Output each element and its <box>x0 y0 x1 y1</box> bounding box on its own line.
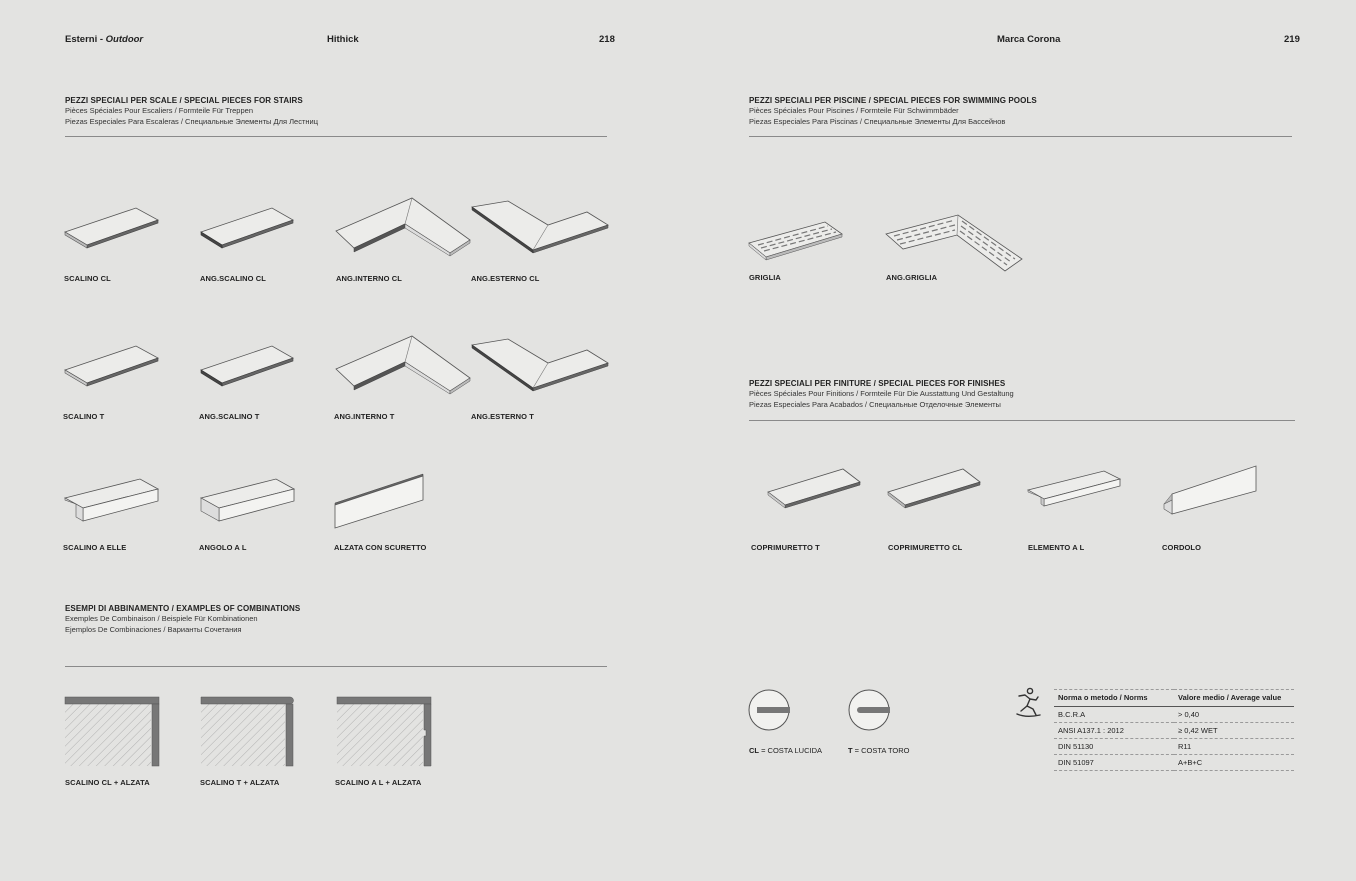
right-header-brand: Marca Corona <box>997 34 1061 45</box>
piece-label-elemento-a-l: ELEMENTO A L <box>1028 543 1085 552</box>
scalino-cl-drawing <box>64 205 160 250</box>
piece-label-ang-scalino-t: ANG.SCALINO T <box>199 412 260 421</box>
combinations-subtitle-1: Exemples De Combinaison / Beispiele Für Kombinationen <box>65 614 258 623</box>
ang-esterno-t-drawing <box>471 336 611 396</box>
ang-scalino-cl-drawing <box>200 205 296 250</box>
pools-subtitle-2: Piezas Especiales Para Piscinas / Специальные Элементы Для Бассейнов <box>749 117 1006 126</box>
piece-label-angolo-a-l: ANGOLO A L <box>199 543 247 552</box>
finishes-section-header <box>749 379 1014 410</box>
scalino-t-alzata-drawing <box>200 696 297 768</box>
left-header-collection: Hithick <box>327 34 359 45</box>
stairs-section-header <box>65 96 318 127</box>
piece-label-scalino-a-l-alzata: SCALINO A L + ALZATA <box>335 778 422 787</box>
scalino-cl-alzata-drawing <box>64 696 161 768</box>
piece-label-alzata-con-scuretto: ALZATA CON SCURETTO <box>334 543 427 552</box>
pools-divider <box>749 136 1292 137</box>
combinations-title: ESEMPI DI ABBINAMENTO / EXAMPLES OF COMBINATIONS <box>65 604 301 613</box>
scalino-a-elle-drawing <box>64 477 160 525</box>
cordolo-drawing <box>1162 464 1260 516</box>
coprimuretto-cl-drawing <box>887 467 983 513</box>
costa-toro-edge-icon <box>848 689 892 733</box>
table-row <box>1054 723 1294 739</box>
combinations-subtitle-2: Ejemplos De Combinaciones / Варианты Сочетания <box>65 625 242 634</box>
stairs-subtitle-1: Pièces Spéciales Pour Escaliers / Formteile Für Treppen <box>65 106 253 115</box>
table-row <box>1054 707 1294 723</box>
slip-resistance-table <box>1054 689 1294 771</box>
legend-costa-lucida: CL = COSTA LUCIDA <box>749 746 823 755</box>
elemento-a-l-drawing <box>1027 469 1123 511</box>
piece-label-scalino-t-alzata: SCALINO T + ALZATA <box>200 778 280 787</box>
ang-esterno-cl-drawing <box>471 198 611 258</box>
piece-label-coprimuretto-cl: COPRIMURETTO CL <box>888 543 963 552</box>
stairs-subtitle-2: Piezas Especiales Para Escaleras / Специальные Элементы Для Лестниц <box>65 117 319 126</box>
piece-label-ang-scalino-cl: ANG.SCALINO CL <box>200 274 266 283</box>
table-row <box>1054 755 1294 771</box>
piece-label-ang-interno-t: ANG.INTERNO T <box>334 412 395 421</box>
table-cell-value: R11 <box>1174 739 1294 755</box>
scalino-t-drawing <box>64 343 160 388</box>
table-cell-value: A+B+C <box>1174 755 1294 771</box>
piece-label-scalino-t: SCALINO T <box>63 412 105 421</box>
piece-label-scalino-a-elle: SCALINO A ELLE <box>63 543 127 552</box>
coprimuretto-t-drawing <box>767 467 863 513</box>
combinations-section-header <box>65 604 300 635</box>
header-brand-italic: Outdoor <box>105 34 144 45</box>
table-cell-value: > 0,40 <box>1174 707 1294 723</box>
table-cell-value: ≥ 0,42 WET <box>1174 723 1294 739</box>
combinations-divider <box>65 666 607 667</box>
table-cell-norm: DIN 51097 <box>1054 755 1174 771</box>
piece-label-cordolo: CORDOLO <box>1162 543 1202 552</box>
ang-scalino-t-drawing <box>200 343 296 388</box>
griglia-drawing <box>748 220 846 266</box>
piece-label-scalino-cl-alzata: SCALINO CL + ALZATA <box>65 778 150 787</box>
angolo-a-l-drawing <box>200 477 296 525</box>
finishes-subtitle-1: Pièces Spéciales Pour Finitions / Formteile Für Die Ausstattung Und Gestaltung <box>749 389 1014 398</box>
pools-section-header <box>749 96 1037 127</box>
piece-label-ang-interno-cl: ANG.INTERNO CL <box>336 274 402 283</box>
table-header-norms: Norma o metodo / Norms <box>1054 690 1174 707</box>
legend-costa-toro: T = COSTA TORO <box>848 746 910 755</box>
scalino-a-l-alzata-drawing <box>336 696 433 768</box>
alzata-con-scuretto-drawing <box>334 472 428 530</box>
table-cell-norm: B.C.R.A <box>1054 707 1174 723</box>
piece-label-ang-esterno-cl: ANG.ESTERNO CL <box>471 274 540 283</box>
table-row <box>1054 739 1294 755</box>
right-page-number: 219 <box>1284 34 1300 45</box>
ang-griglia-drawing <box>885 212 1025 274</box>
left-page-number: 218 <box>599 34 615 45</box>
slip-person-icon <box>1014 687 1044 719</box>
finishes-subtitle-2: Piezas Especiales Para Acabados / Специальные Отделочные Элементы <box>749 400 1001 409</box>
finishes-title: PEZZI SPECIALI PER FINITURE / SPECIAL PIECES FOR FINISHES <box>749 379 1006 388</box>
left-header-brand: Esterni - Outdoor <box>65 34 144 45</box>
costa-lucida-edge-icon <box>748 689 792 733</box>
table-header-value: Valore medio / Average value <box>1174 690 1294 707</box>
table-cell-norm: DIN 51130 <box>1054 739 1174 755</box>
piece-label-ang-griglia: ANG.GRIGLIA <box>886 273 938 282</box>
ang-interno-t-drawing <box>335 333 475 398</box>
table-header-row <box>1054 690 1294 707</box>
piece-label-griglia: GRIGLIA <box>749 273 781 282</box>
piece-label-scalino-cl: SCALINO CL <box>64 274 111 283</box>
stairs-title: PEZZI SPECIALI PER SCALE / SPECIAL PIECES FOR STAIRS <box>65 96 303 105</box>
finishes-divider <box>749 420 1295 421</box>
pools-subtitle-1: Pièces Spéciales Pour Piscines / Formteile Für Schwimmbäder <box>749 106 959 115</box>
pools-title: PEZZI SPECIALI PER PISCINE / SPECIAL PIECES FOR SWIMMING POOLS <box>749 96 1037 105</box>
piece-label-coprimuretto-t: COPRIMURETTO T <box>751 543 820 552</box>
ang-interno-cl-drawing <box>335 195 475 260</box>
stairs-divider <box>65 136 607 137</box>
table-cell-norm: ANSI A137.1 : 2012 <box>1054 723 1174 739</box>
piece-label-ang-esterno-t: ANG.ESTERNO T <box>471 412 534 421</box>
